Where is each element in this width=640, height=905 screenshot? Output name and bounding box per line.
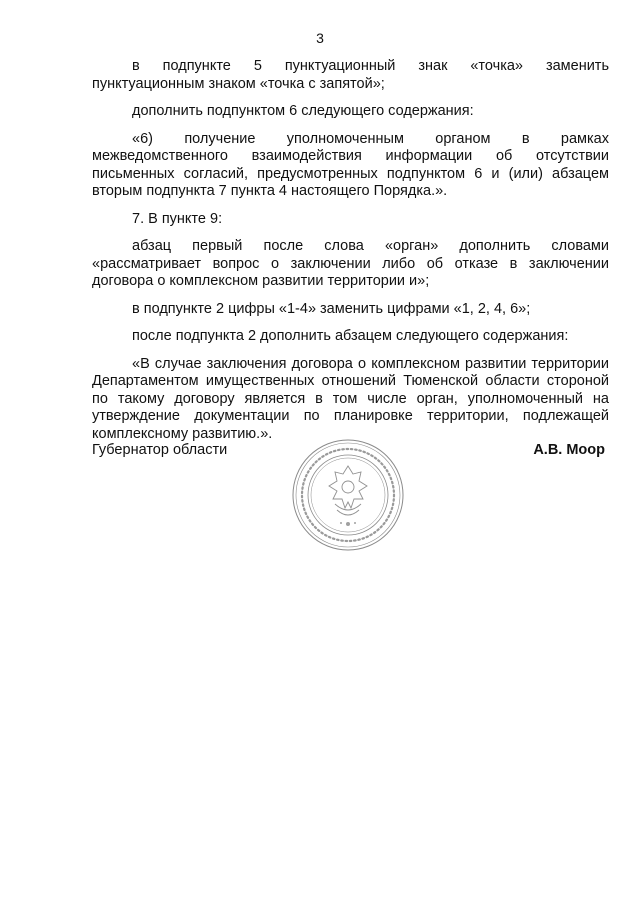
paragraph-first-abzac: абзац первый после слова «орган» дополнить словами «рассматривает вопрос о заключении либо об отказе в заключении договора о комплексном развитии территории и»;	[92, 238, 609, 289]
paragraph-subpoint-5: в подпункте 5 пунктуационный знак «точка» заменить пунктуационным знаком «точка с запятой»;	[92, 58, 609, 92]
paragraph-new-abzac-text: «В случае заключения договора о комплексном развитии территории Департаментом имущественных отношений Тюменской области стороной по такому договору является в том числе орган, уполномоченный на утверждение документации по планировке территории, подлежащей комплексному развитию.».	[92, 355, 609, 442]
paragraph-add-subpoint-6: дополнить подпунктом 6 следующего содержания:	[132, 103, 474, 119]
paragraph-after-subpoint-2: после подпункта 2 дополнить абзацем следующего содержания:	[132, 328, 569, 344]
official-seal-icon	[291, 438, 405, 552]
paragraph-subpoint-2-digits: в подпункте 2 цифры «1-4» заменить цифрами «1, 2, 4, 6»;	[132, 300, 531, 317]
page-number: 3	[316, 30, 324, 46]
document-body	[92, 58, 609, 453]
signatory-name: А.В. Моор	[533, 442, 605, 458]
paragraph-point-9: 7. В пункте 9:	[132, 210, 223, 227]
signatory-title: Губернатор области	[92, 442, 228, 458]
paragraph-subpoint-6-text: «6) получение уполномоченным органом в рамках межведомственного взаимодействия информации об отсутствии письменных согласий, предусмотренных подпунктом 6 и (или) абзацем вторым подпункта 7 пункта 4 настоящего Порядка.».	[92, 130, 609, 199]
